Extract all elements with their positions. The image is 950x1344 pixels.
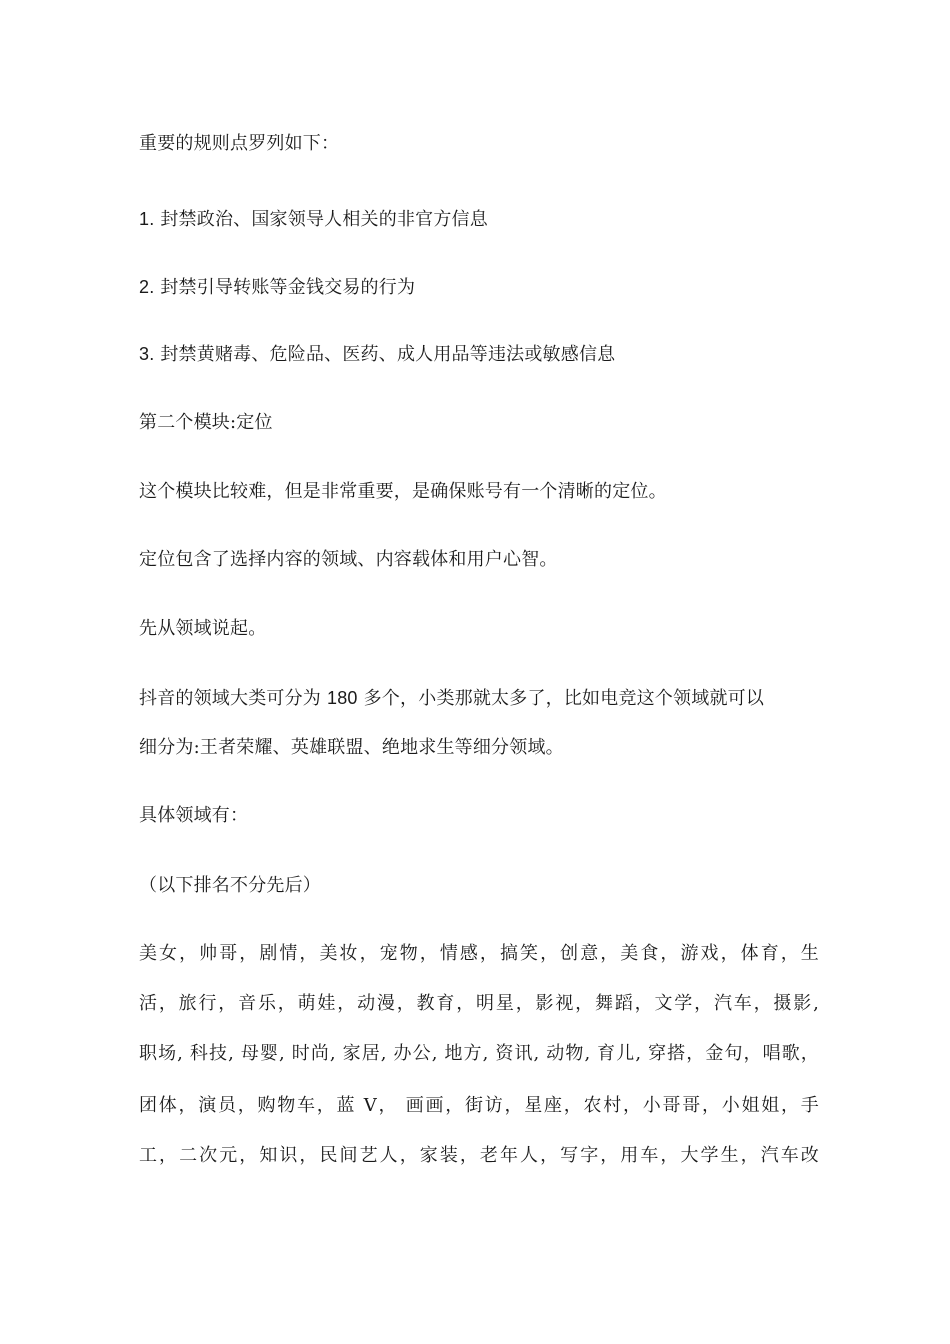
paragraph-5: 具体领域有： — [139, 805, 249, 826]
domain-list-line-2: 活，旅行，音乐，萌娃，动漫，教育，明星，影视，舞蹈，文学，汽车，摄影, — [139, 993, 819, 1014]
domain-list-line-3: 职场, 科技, 母婴, 时尚, 家居, 办公, 地方, 资讯, 动物, 育儿, 穿搭，金句，唱歌， — [139, 1043, 819, 1064]
paragraph-1: 这个模块比较难，但是非常重要，是确保账号有一个清晰的定位。 — [139, 481, 667, 502]
rule-number: 3. — [139, 344, 155, 364]
paragraph-4-number: 180 — [327, 688, 358, 708]
rule-text: 封禁引导转账等金钱交易的行为 — [160, 277, 416, 298]
paragraph-4-line-1 — [139, 686, 819, 711]
rule-text: 封禁政治、国家领导人相关的非官方信息 — [160, 209, 488, 230]
paragraph-6: （以下排名不分先后） — [139, 875, 321, 896]
rule-number: 1. — [139, 209, 155, 229]
rule-number: 2. — [139, 277, 155, 297]
paragraph-4-text-a: 抖音的领域大类可分为 — [139, 688, 321, 709]
paragraph-2: 定位包含了选择内容的领域、内容载体和用户心智。 — [139, 549, 558, 570]
rule-item-2 — [139, 275, 819, 300]
rule-text: 封禁黄赌毒、危险品、医药、成人用品等违法或敏感信息 — [160, 344, 616, 365]
domain-list-line-1: 美女，帅哥，剧情，美妆，宠物，情感，搞笑，创意，美食，游戏，体育，生 — [139, 943, 819, 964]
domain-list-line-4: 团体，演员，购物车，蓝 V， 画画，街访，星座，农村，小哥哥，小姐姐，手 — [139, 1095, 819, 1116]
domain-list-line-5: 工，二次元，知识，民间艺人，家装，老年人，写字，用车，大学生，汽车改 — [139, 1145, 819, 1166]
paragraph-3: 先从领域说起。 — [139, 618, 267, 639]
intro-text: 重要的规则点罗列如下： — [139, 133, 340, 154]
rule-item-3 — [139, 342, 819, 367]
paragraph-4-text-b: 多个，小类那就太多了，比如电竞这个领域就可以 — [363, 688, 765, 709]
paragraph-4-line-2: 细分为:王者荣耀、英雄联盟、绝地求生等细分领域。 — [139, 737, 564, 758]
rule-item-1 — [139, 207, 819, 232]
module-heading: 第二个模块:定位 — [139, 412, 273, 433]
